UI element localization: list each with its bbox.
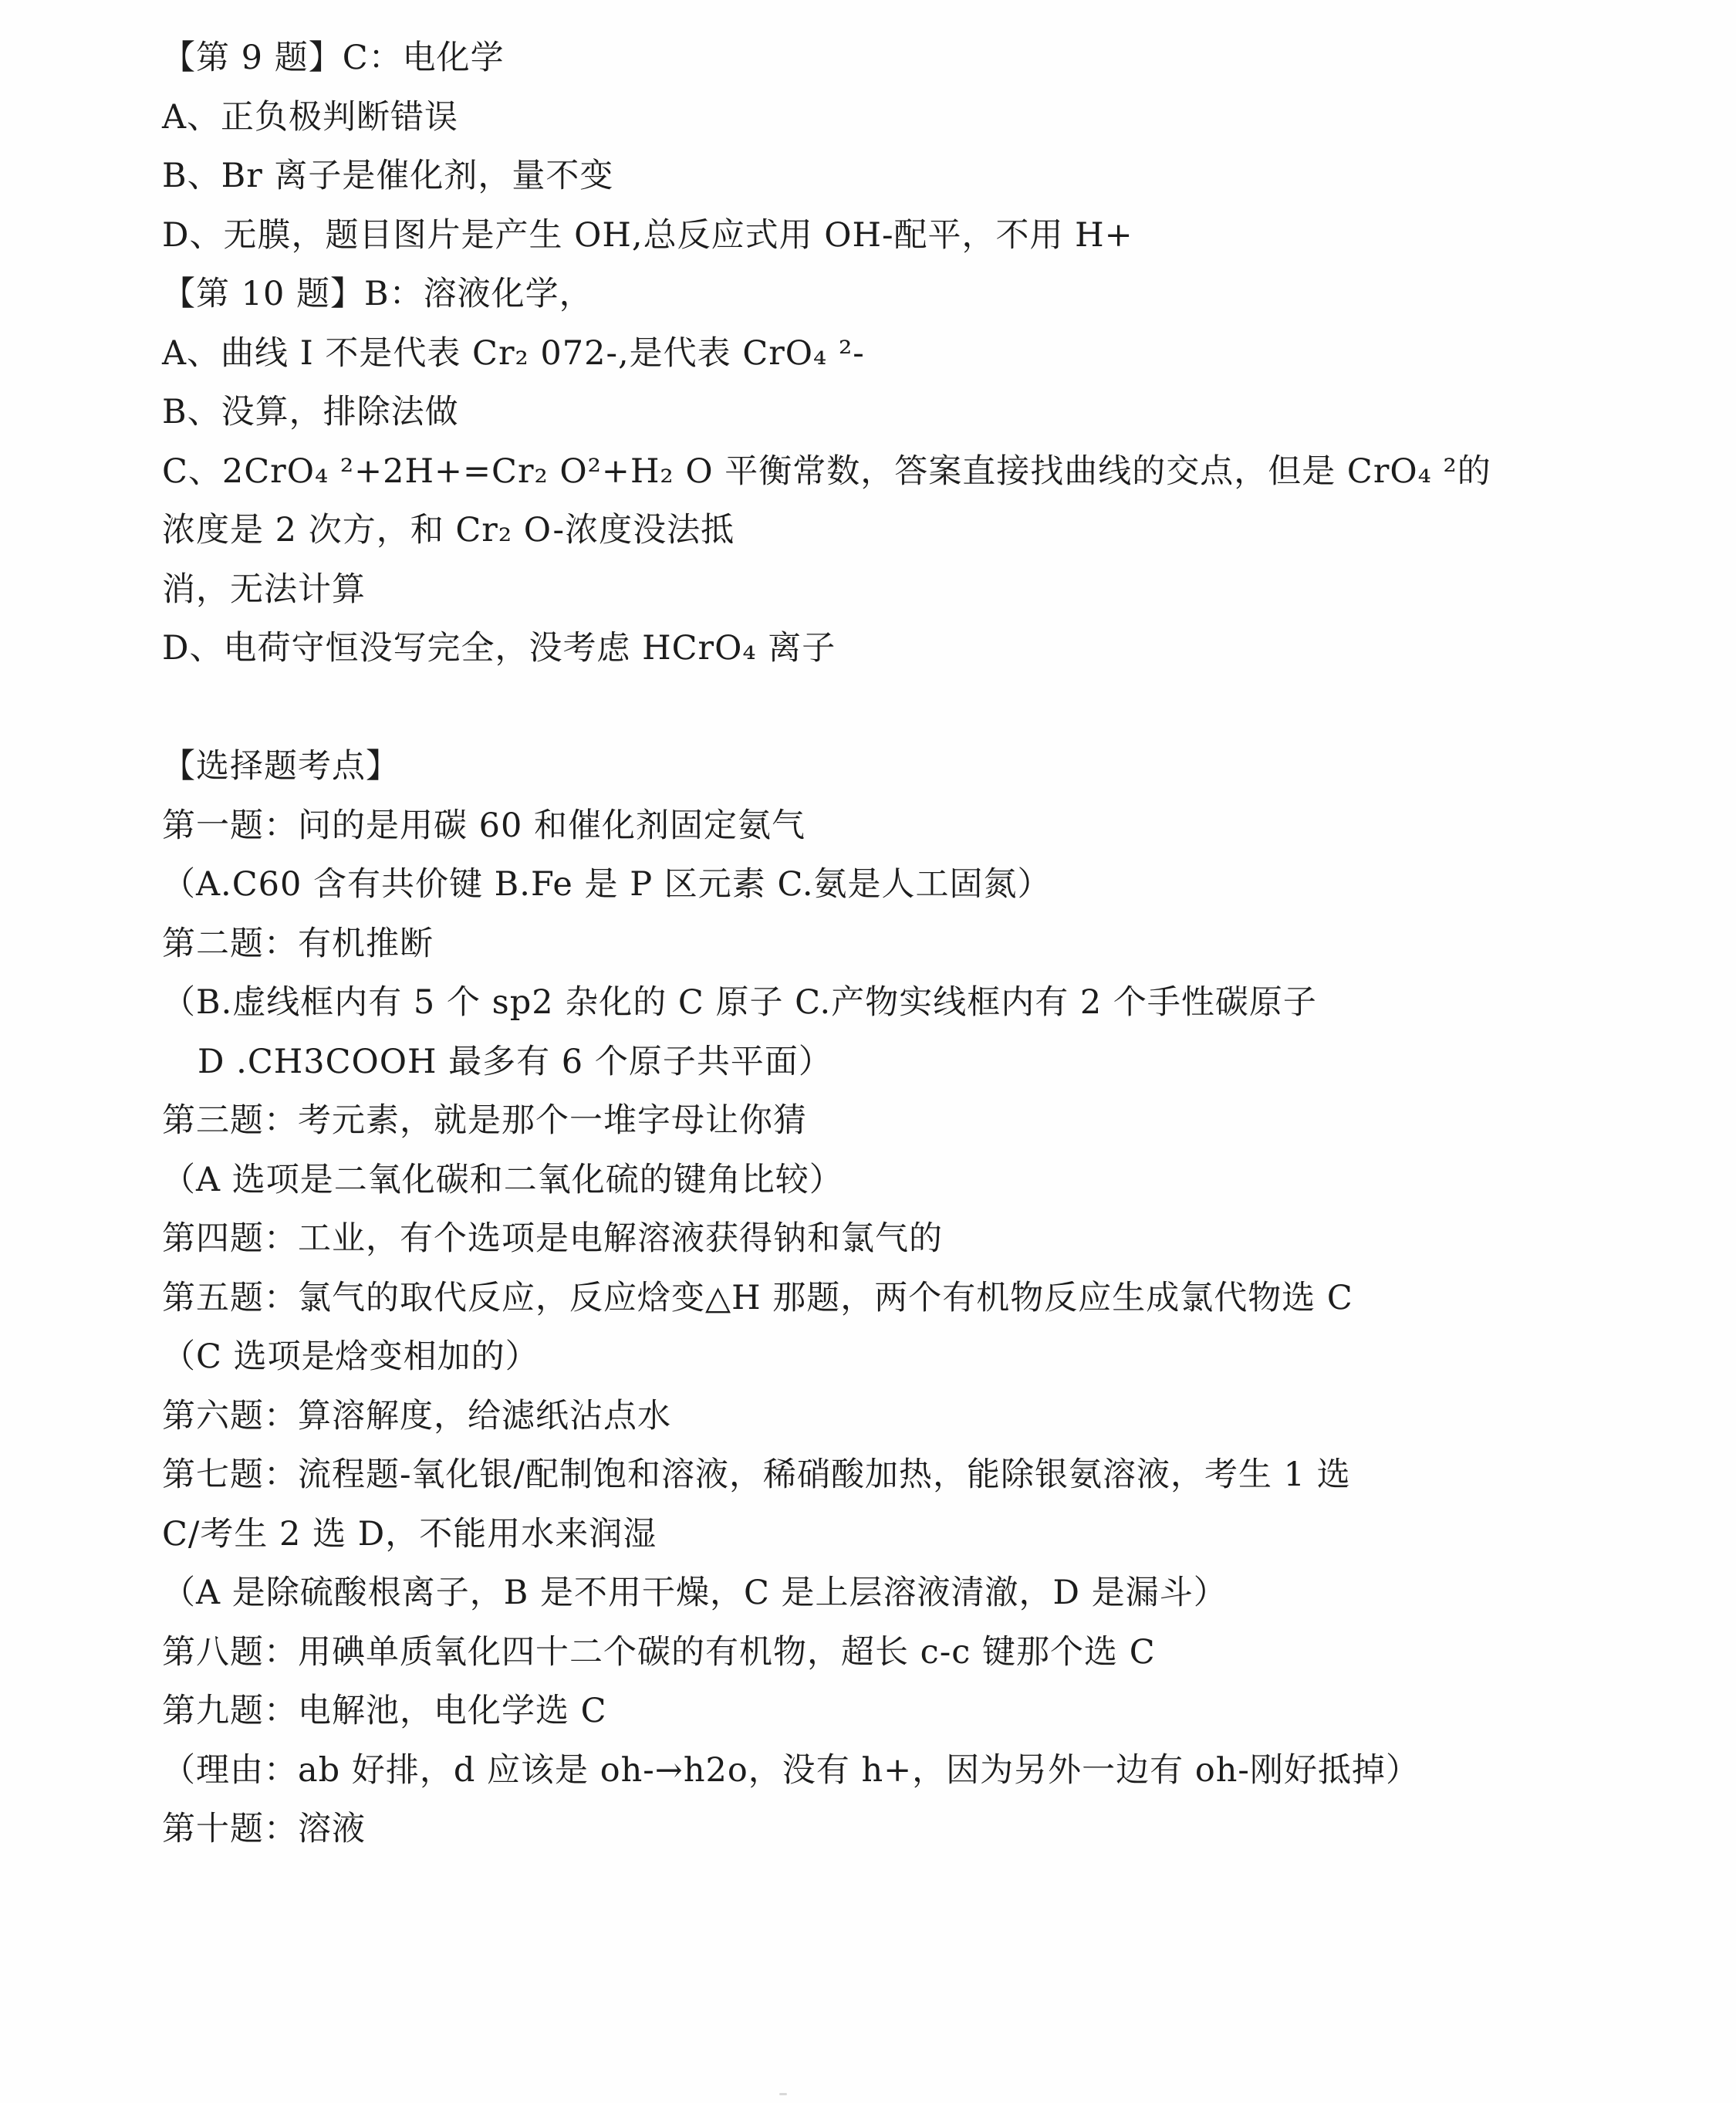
- answer-analysis-section: [162, 29, 1628, 678]
- key-point-line: 第四题：工业，有个选项是电解溶液获得钠和氯气的: [162, 1219, 943, 1258]
- key-point-line: 第三题：考元素，就是那个一堆字母让你猜: [162, 1101, 807, 1140]
- q9-option-d: D、无膜，题目图片是产生 OH,总反应式用 OH-配平，不用 H+: [162, 215, 1133, 255]
- q10-option-c: C、2CrO₄ ²+2H+=Cr₂ O²+H₂ O 平衡常数，答案直接找曲线的交点，但是 CrO₄ ²的: [162, 451, 1491, 491]
- q10-option-b: B、没算，排除法做: [162, 393, 459, 431]
- key-point-line: 第八题：用碘单质氧化四十二个碳的有机物，超长 c-c 键那个选 C: [162, 1632, 1156, 1672]
- key-point-line: （B.虚线框内有 5 个 sp2 杂化的 C 原子 C.产物实线框内有 2 个手性碳原子: [162, 983, 1317, 1022]
- q9-option-b: B、Br 离子是催化剂，量不变: [162, 157, 614, 195]
- key-point-line: （理由：ab 好排，d 应该是 oh-→h2o，没有 h+，因为另外一边有 oh-刚好抵掉）: [162, 1750, 1420, 1790]
- key-points-section: [162, 737, 1628, 1859]
- key-point-line: D .CH3COOH 最多有 6 个原子共平面）: [198, 1042, 833, 1081]
- key-point-line: 第一题：问的是用碳 60 和催化剂固定氨气: [162, 806, 806, 845]
- key-point-line: C/考生 2 选 D，不能用水来润湿: [162, 1514, 657, 1554]
- scan-speck: [779, 2093, 787, 2095]
- q10-option-d: D、电荷守恒没写完全，没考虑 HCrO₄ 离子: [162, 629, 836, 668]
- q10-option-a: A、曲线 I 不是代表 Cr₂ 072-,是代表 CrO₄ ²-: [162, 333, 865, 373]
- q10-heading: 【第 10 题】B：溶液化学，: [162, 275, 593, 313]
- key-point-line: （A 选项是二氧化碳和二氧化硫的键角比较）: [162, 1160, 843, 1199]
- q10-option-c-cont-2: 消，无法计算: [162, 570, 366, 609]
- key-point-line: （A.C60 含有共价键 B.Fe 是 P 区元素 C.氨是人工固氮）: [162, 865, 1052, 904]
- q9-heading: 【第 9 题】C：电化学: [162, 39, 505, 77]
- q10-option-c-cont-1: 浓度是 2 次方，和 Cr₂ O-浓度没法抵: [162, 511, 735, 549]
- key-point-line: 第六题：算溶解度，给滤纸沾点水: [162, 1396, 671, 1435]
- q9-option-a: A、正负极判断错误: [162, 97, 459, 137]
- key-point-line: 第九题：电解池，电化学选 C: [162, 1692, 607, 1730]
- key-point-line: 第七题：流程题-氧化银/配制饱和溶液，稀硝酸加热，能除银氨溶液，考生 1 选: [162, 1456, 1351, 1494]
- key-point-line: 第二题：有机推断: [162, 924, 434, 963]
- key-point-line: 第五题：氯气的取代反应，反应焓变△H 那题，两个有机物反应生成氯代物选 C: [162, 1278, 1353, 1317]
- key-point-line: （C 选项是焓变相加的）: [162, 1337, 539, 1376]
- key-point-line: 第十题：溶液: [162, 1810, 366, 1848]
- key-point-line: （A 是除硫酸根离子，B 是不用干燥，C 是上层溶液清澈，D 是漏斗）: [162, 1574, 1228, 1612]
- key-points-heading: 【选择题考点】: [162, 747, 400, 786]
